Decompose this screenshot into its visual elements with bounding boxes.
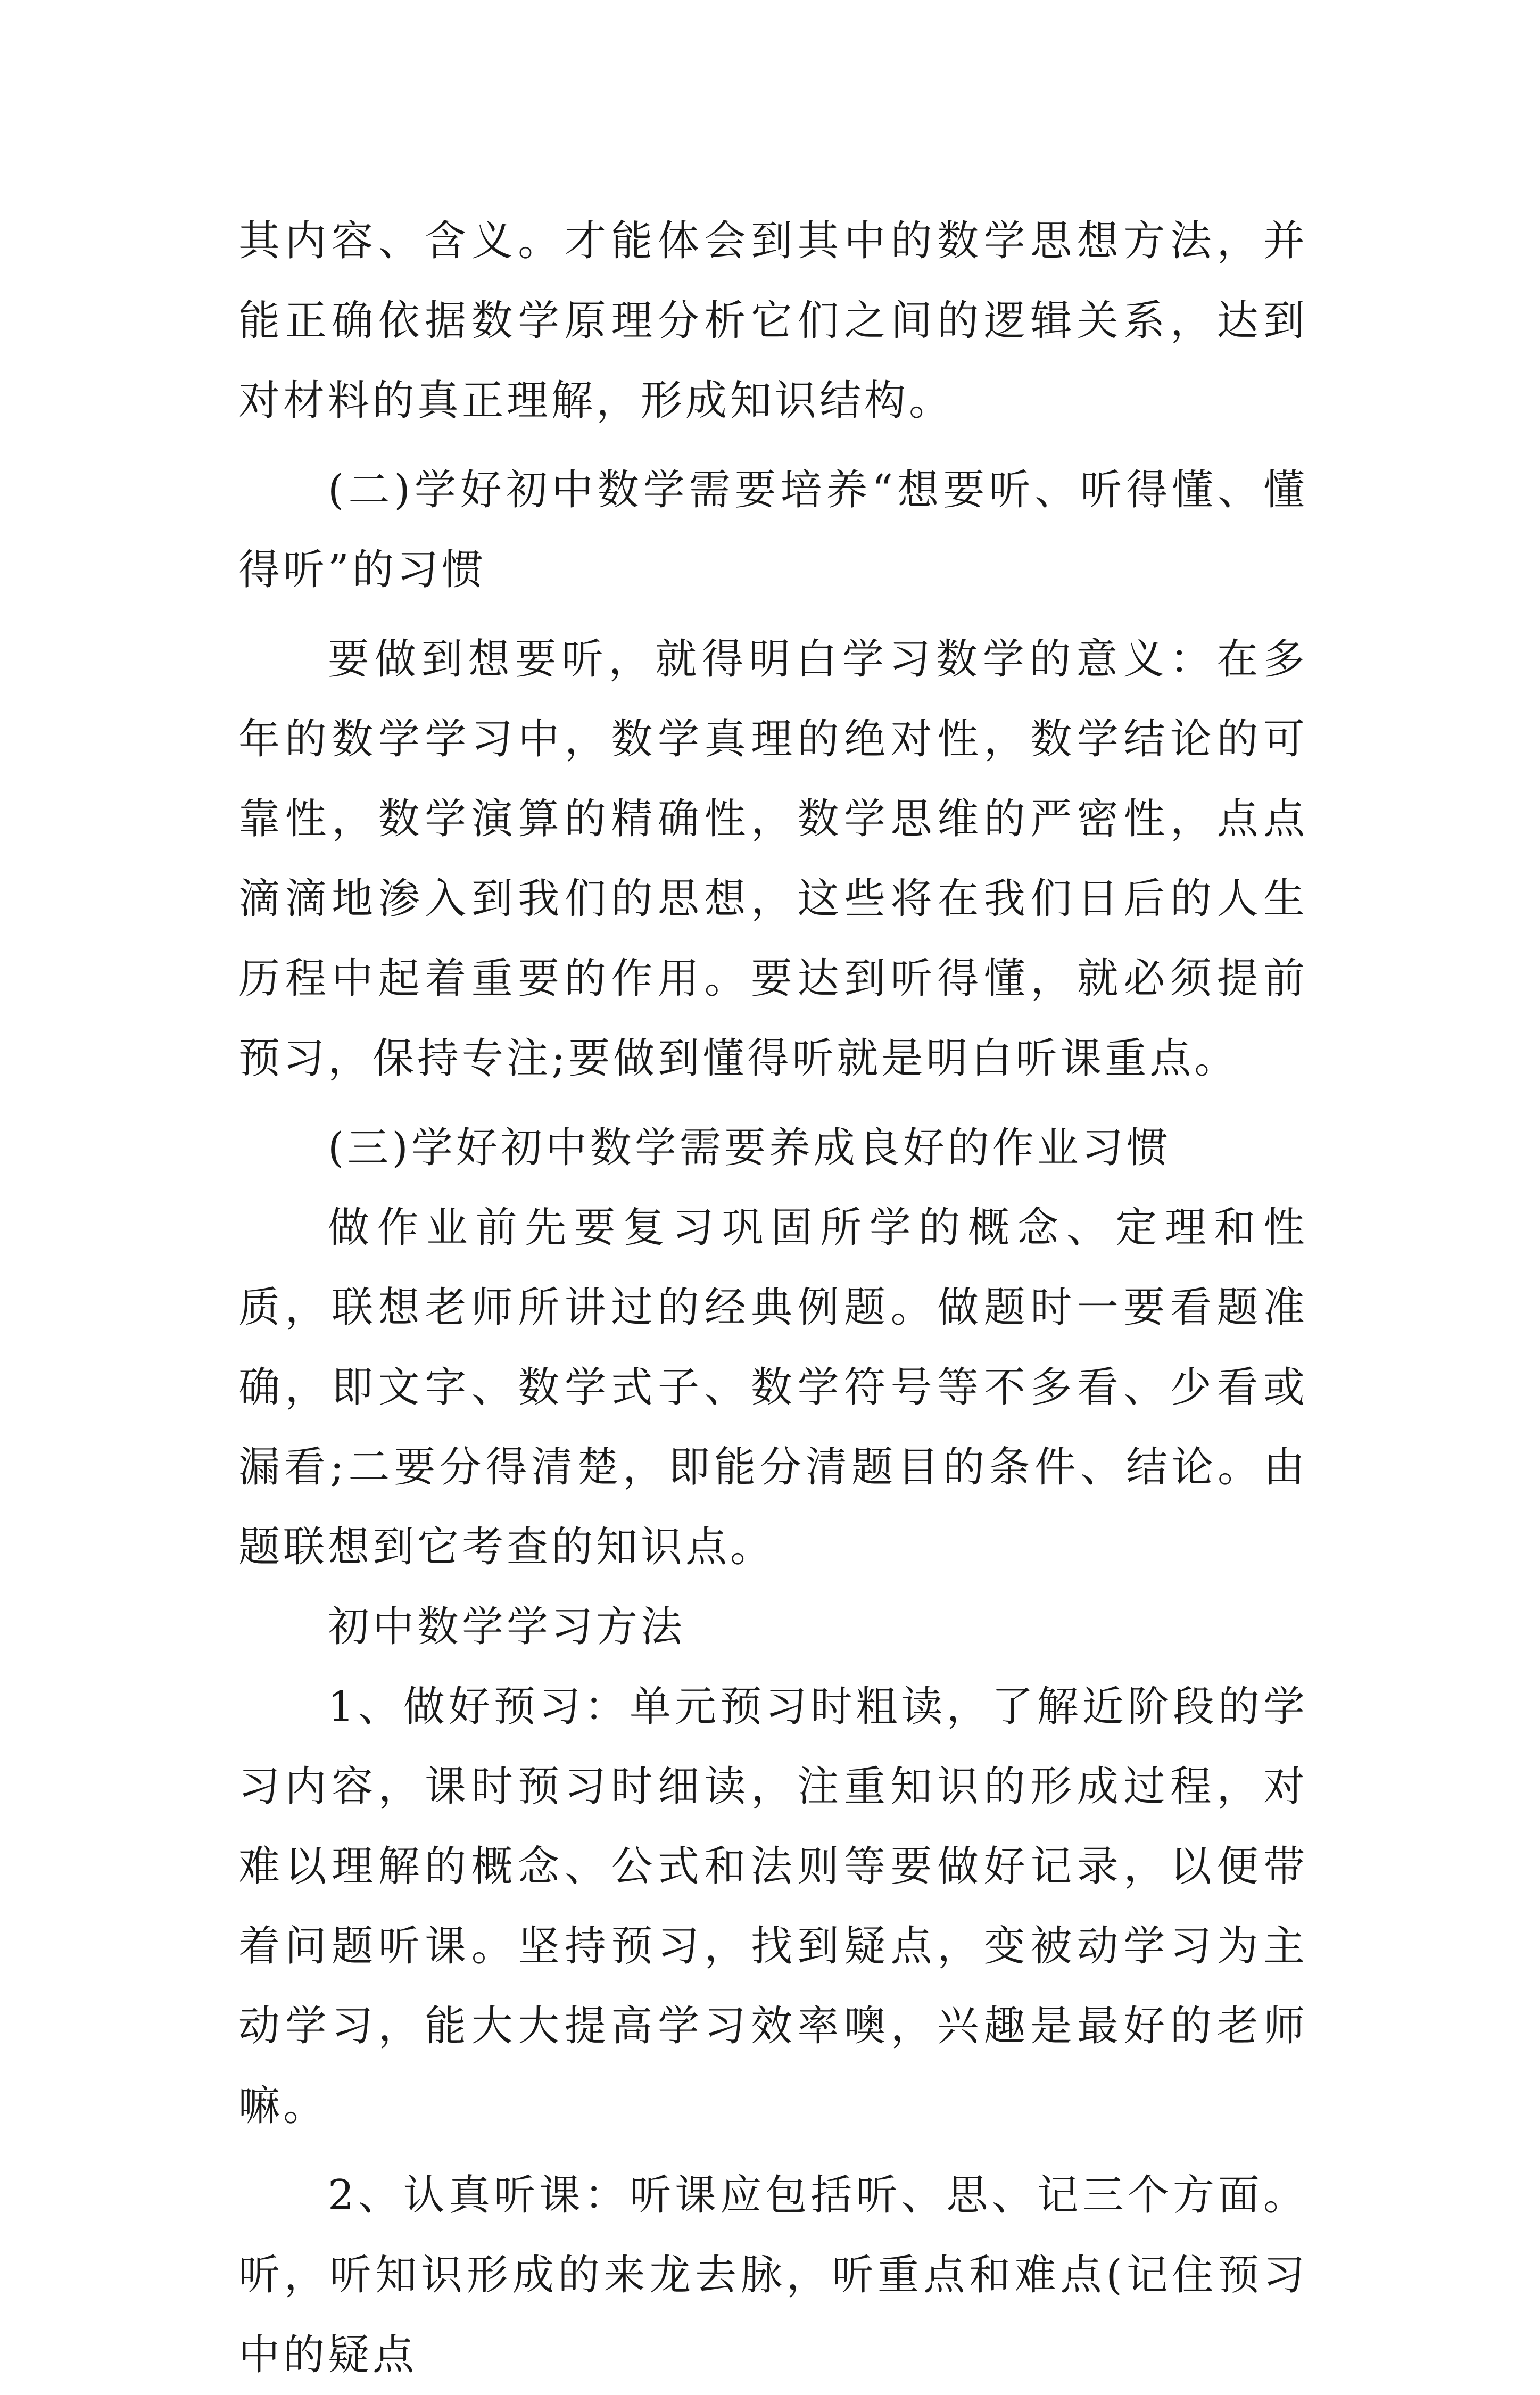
paragraph-listening-meaning: 要做到想要听，就得明白学习数学的意义：在多年的数学学习中，数学真理的绝对性，数学结论的可靠性，数学演算的精确性，数学思维的严密性，点点滴滴地渗入到我们的思想，这些将在我们日后的人生历程中起着重要的作用。要达到听得懂，就必须提前预习，保持专注;要做到懂得听就是明白听课重点。: [238, 635, 1308, 1083]
heading-listening-habit: (二)学好初中数学需要培养“想要听、听得懂、懂得听”的习惯: [238, 466, 1308, 594]
paragraph-listening-class: 2、认真听课：听课应包括听、思、记三个方面。听，听知识形成的来龙去脉，听重点和难点(记住预习中的疑点: [238, 2171, 1308, 2379]
document-page: [238, 201, 1308, 2395]
paragraph-content-meaning: 其内容、含义。才能体会到其中的数学思想方法，并能正确依据数学原理分析它们之间的逻辑关系，达到对材料的真正理解，形成知识结构。: [238, 217, 1308, 425]
heading-study-methods: 初中数学学习方法: [328, 1603, 686, 1651]
heading-homework-habit: (三)学好初中数学需要养成良好的作业习惯: [328, 1124, 1171, 1172]
paragraph-homework: 做作业前先要复习巩固所学的概念、定理和性质，联想老师所讲过的经典例题。做题时一要看题准确，即文字、数学式子、数学符号等不多看、少看或漏看;二要分得清楚，即能分清题目的条件、结论。由题联想到它考查的知识点。: [238, 1204, 1308, 1571]
paragraph-preview: 1、做好预习：单元预习时粗读，了解近阶段的学习内容，课时预习时细读，注重知识的形成过程，对难以理解的概念、公式和法则等要做好记录，以便带着问题听课。坚持预习，找到疑点，变被动学习为主动学习，能大大提高学习效率噢，兴趣是最好的老师嘛。: [238, 1683, 1308, 2130]
